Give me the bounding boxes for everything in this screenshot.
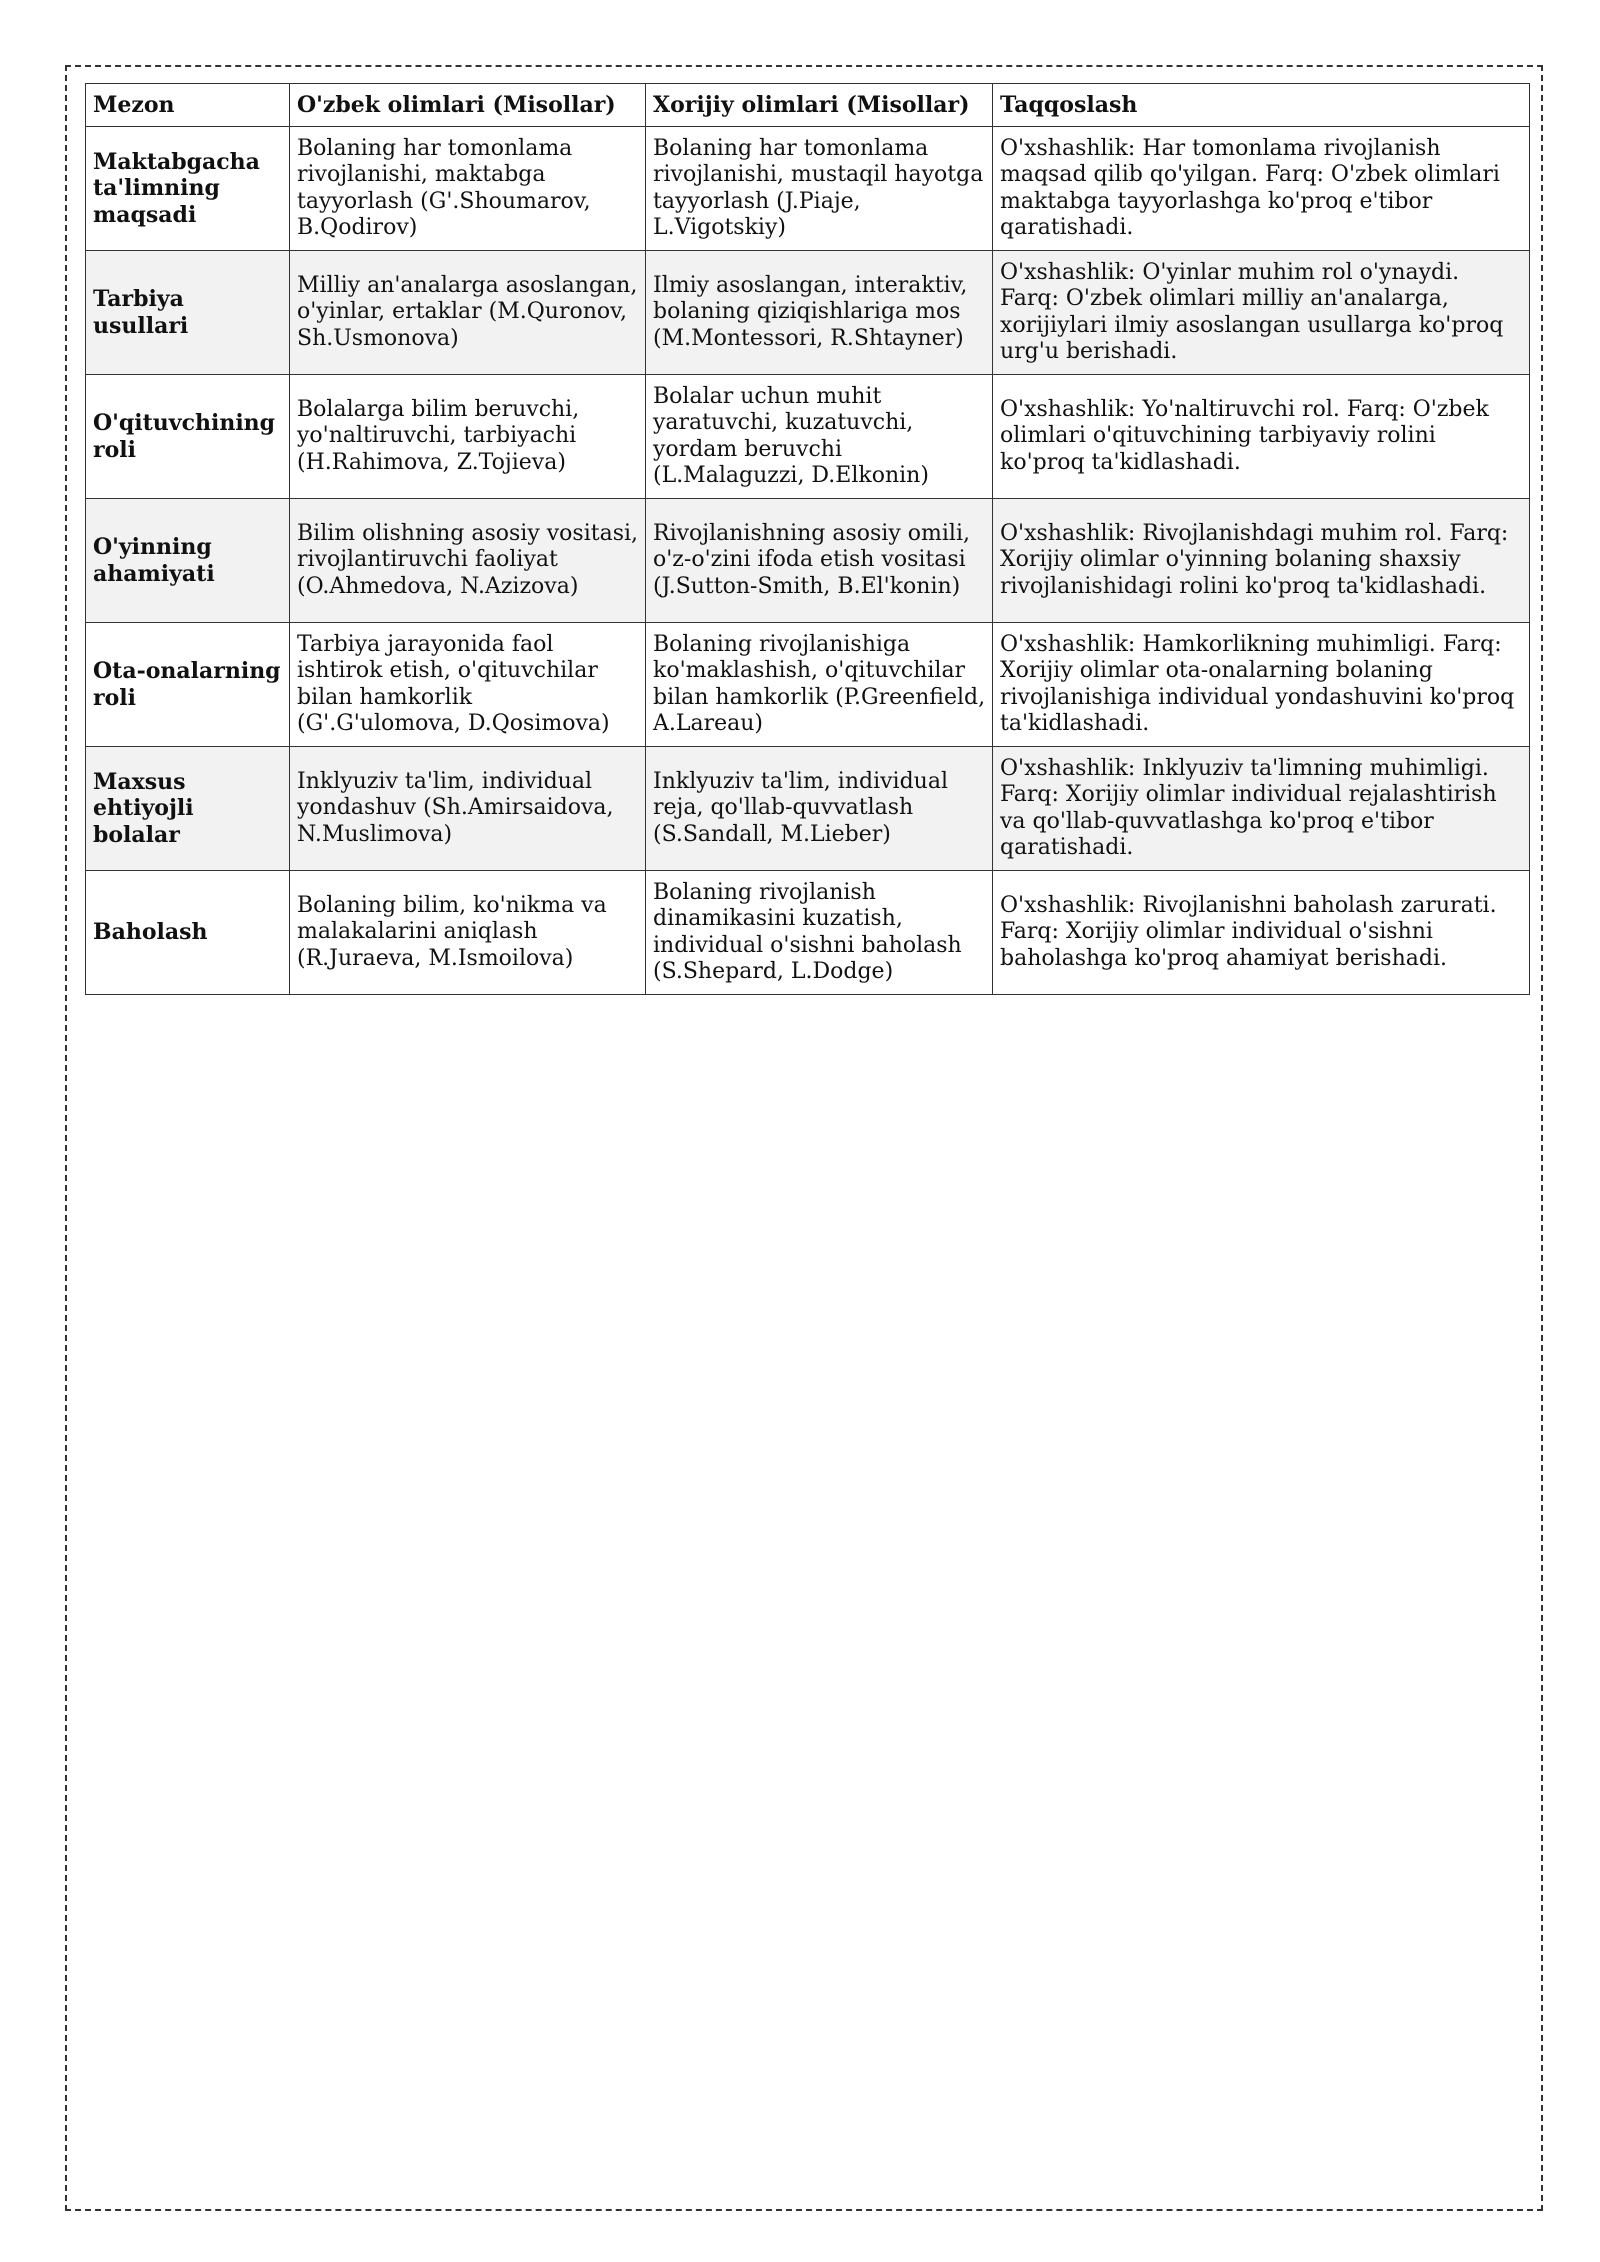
cell-comparison: O'xshashlik: Har tomonlama rivojlanish maqsad qilib qo'yilgan. Farq: O'zbek olimlari maktabga tayyorlashga ko'proq e'tibor qaratishadi. bbox=[993, 127, 1530, 251]
table-row bbox=[86, 251, 1530, 375]
cell-uzbek: Bolalarga bilim beruvchi, yo'naltiruvchi, tarbiyachi (H.Rahimova, Z.Tojieva) bbox=[290, 375, 646, 499]
cell-criterion: Maxsus ehtiyojli bolalar bbox=[86, 747, 290, 871]
cell-foreign: Bolaning rivojlanish dinamikasini kuzatish, individual o'sishni baholash (S.Shepard, L.Dodge) bbox=[646, 871, 993, 995]
table-row bbox=[86, 747, 1530, 871]
header-comparison: Taqqoslash bbox=[993, 84, 1530, 127]
header-uzbek-scholars: O'zbek olimlari (Misollar) bbox=[290, 84, 646, 127]
cell-comparison: O'xshashlik: Inklyuziv ta'limning muhimligi. Farq: Xorijiy olimlar individual rejalashtirish va qo'llab-quvvatlashga ko'proq e'tibor qaratishadi. bbox=[993, 747, 1530, 871]
cell-comparison: O'xshashlik: Yo'naltiruvchi rol. Farq: O'zbek olimlari o'qituvchining tarbiyaviy rolini ko'proq ta'kidlashadi. bbox=[993, 375, 1530, 499]
cell-comparison: O'xshashlik: Rivojlanishni baholash zarurati. Farq: Xorijiy olimlar individual o'sishni baholashga ko'proq ahamiyat berishadi. bbox=[993, 871, 1530, 995]
cell-comparison: O'xshashlik: Rivojlanishdagi muhim rol. Farq: Xorijiy olimlar o'yinning bolaning shaxsiy rivojlanishidagi rolini ko'proq ta'kidlashadi. bbox=[993, 499, 1530, 623]
cell-criterion: O'qituvchining roli bbox=[86, 375, 290, 499]
table-header-row bbox=[86, 84, 1530, 127]
cell-criterion: O'yinning ahamiyati bbox=[86, 499, 290, 623]
comparison-table bbox=[85, 83, 1530, 995]
cell-foreign: Bolaning har tomonlama rivojlanishi, mustaqil hayotga tayyorlash (J.Piaje, L.Vigotskiy) bbox=[646, 127, 993, 251]
cell-criterion: Ota-onalarning roli bbox=[86, 623, 290, 747]
cell-criterion: Maktabgacha ta'limning maqsadi bbox=[86, 127, 290, 251]
cell-uzbek: Tarbiya jarayonida faol ishtirok etish, o'qituvchilar bilan hamkorlik (G'.G'ulomova, D.Qosimova) bbox=[290, 623, 646, 747]
cell-uzbek: Bolaning bilim, ko'nikma va malakalarini aniqlash (R.Juraeva, M.Ismoilova) bbox=[290, 871, 646, 995]
cell-foreign: Bolaning rivojlanishiga ko'maklashish, o'qituvchilar bilan hamkorlik (P.Greenfield, A.Lareau) bbox=[646, 623, 993, 747]
page-frame bbox=[65, 65, 1543, 2211]
cell-uzbek: Bilim olishning asosiy vositasi, rivojlantiruvchi faoliyat (O.Ahmedova, N.Azizova) bbox=[290, 499, 646, 623]
table-row bbox=[86, 499, 1530, 623]
cell-uzbek: Bolaning har tomonlama rivojlanishi, maktabga tayyorlash (G'.Shoumarov, B.Qodirov) bbox=[290, 127, 646, 251]
table-row bbox=[86, 623, 1530, 747]
cell-comparison: O'xshashlik: Hamkorlikning muhimligi. Farq: Xorijiy olimlar ota-onalarning bolaning rivojlanishiga individual yondashuvini ko'proq ta'kidlashadi. bbox=[993, 623, 1530, 747]
cell-criterion: Tarbiya usullari bbox=[86, 251, 290, 375]
cell-criterion: Baholash bbox=[86, 871, 290, 995]
table-row bbox=[86, 871, 1530, 995]
cell-uzbek: Milliy an'analarga asoslangan, o'yinlar, ertaklar (M.Quronov, Sh.Usmonova) bbox=[290, 251, 646, 375]
cell-foreign: Rivojlanishning asosiy omili, o'z-o'zini ifoda etish vositasi (J.Sutton-Smith, B.El'konin) bbox=[646, 499, 993, 623]
header-criterion: Mezon bbox=[86, 84, 290, 127]
cell-uzbek: Inklyuziv ta'lim, individual yondashuv (Sh.Amirsaidova, N.Muslimova) bbox=[290, 747, 646, 871]
cell-foreign: Ilmiy asoslangan, interaktiv, bolaning qiziqishlariga mos (M.Montessori, R.Shtayner) bbox=[646, 251, 993, 375]
cell-comparison: O'xshashlik: O'yinlar muhim rol o'ynaydi. Farq: O'zbek olimlari milliy an'analarga, xorijiylari ilmiy asoslangan usullarga ko'proq urg'u berishadi. bbox=[993, 251, 1530, 375]
cell-foreign: Bolalar uchun muhit yaratuvchi, kuzatuvchi, yordam beruvchi (L.Malaguzzi, D.Elkonin) bbox=[646, 375, 993, 499]
table-row bbox=[86, 127, 1530, 251]
table-row bbox=[86, 375, 1530, 499]
header-foreign-scholars: Xorijiy olimlari (Misollar) bbox=[646, 84, 993, 127]
cell-foreign: Inklyuziv ta'lim, individual reja, qo'llab-quvvatlash (S.Sandall, M.Lieber) bbox=[646, 747, 993, 871]
